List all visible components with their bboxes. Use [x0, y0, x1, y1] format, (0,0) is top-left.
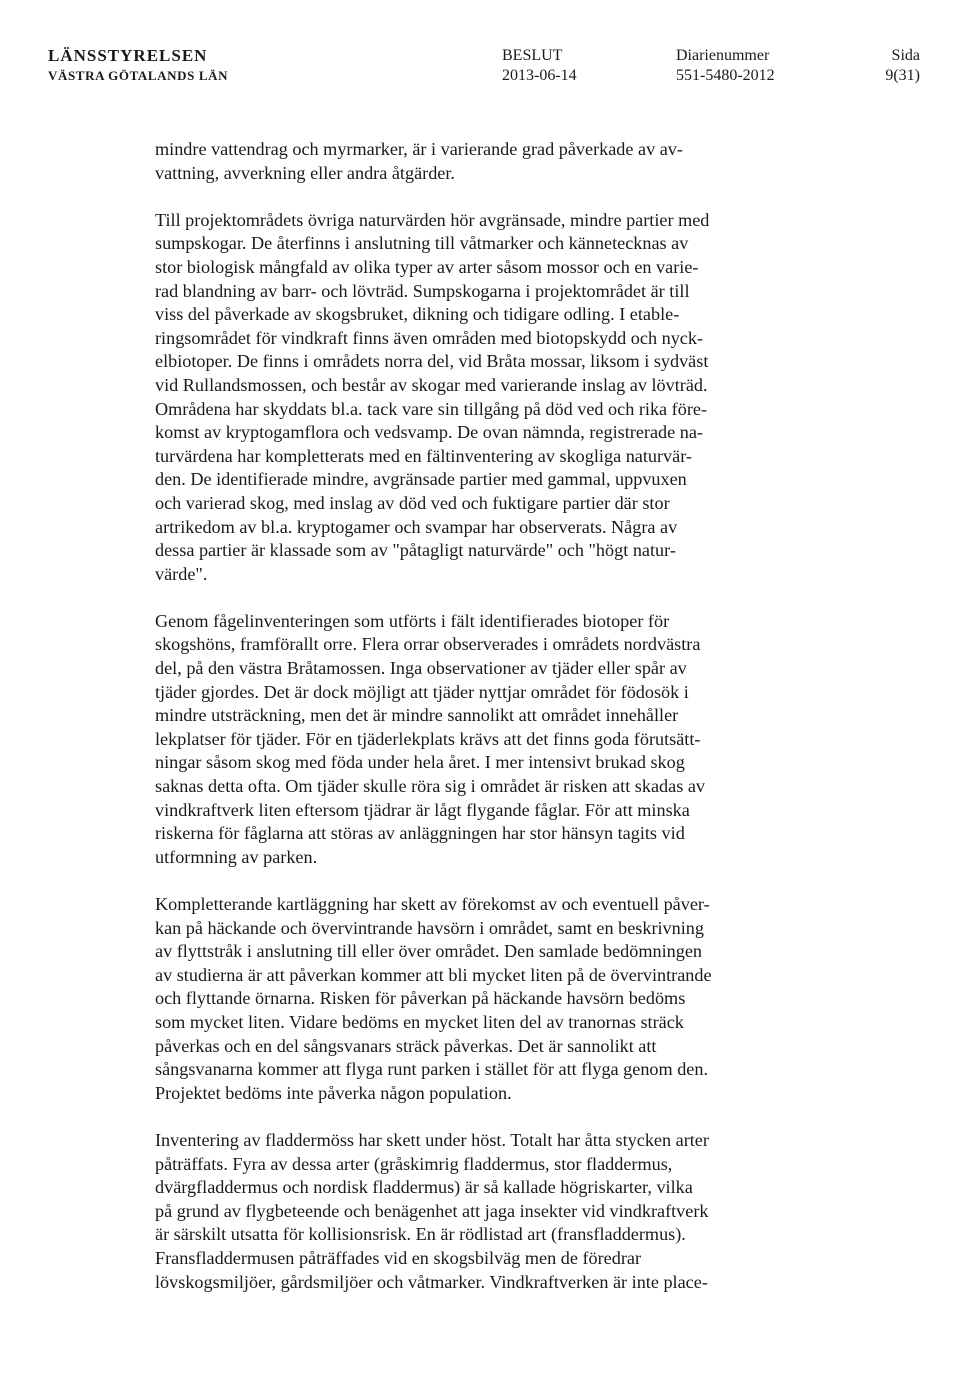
- text-line: dessa partier är klassade som av "påtagligt naturvärde" och "högt natur-: [155, 540, 676, 561]
- text-line: och varierad skog, med inslag av död ved och fuktigare partier där stor: [155, 492, 670, 513]
- text-line: på grund av flygbeteende och benägenhet att jaga insekter vid vindkraftverk: [155, 1200, 709, 1221]
- paragraph: [155, 1129, 795, 1294]
- header-document-info: [502, 46, 577, 86]
- text-line: lövskogsmiljöer, gårdsmiljöer och våtmarker. Vindkraftverken är inte place-: [155, 1271, 708, 1292]
- page-label: Sida: [891, 47, 920, 64]
- text-line: är särskilt utsatta för kollisionsrisk. En är rödlistad art (fransfladdermus).: [155, 1224, 686, 1245]
- text-line: tjäder gjordes. Det är dock möjligt att tjäder nyttjar området för födosök i: [155, 681, 689, 702]
- paragraph: [155, 610, 795, 870]
- text-line: Fransfladdermusen påträffades vid en skogsbilväg men de föredrar: [155, 1247, 642, 1268]
- paragraph: [155, 893, 795, 1105]
- text-line: som mycket liten. Vidare bedöms en mycket liten del av tranornas sträck: [155, 1011, 684, 1032]
- text-line: elbiotoper. De finns i områdets norra del, vid Bråta mossar, liksom i sydväst: [155, 351, 709, 372]
- text-line: vattning, avverkning eller andra åtgärder.: [155, 162, 455, 183]
- header-diarienummer: [676, 46, 775, 86]
- text-line: den. De identifierade mindre, avgränsade partier med gammal, uppvuxen: [155, 469, 687, 490]
- text-line: Projektet bedöms inte påverka någon population.: [155, 1082, 512, 1103]
- text-line: viss del påverkade av skogsbruket, dikning och tidigare odling. I etable-: [155, 304, 680, 325]
- text-line: påverkas och en del sångsvanars sträck påverkas. Det är sannolikt att: [155, 1035, 657, 1056]
- text-line: Inventering av fladdermöss har skett under höst. Totalt har åtta stycken arter: [155, 1129, 709, 1150]
- text-line: sångsvanarna kommer att flyga runt parken i stället för att flyga genom den.: [155, 1059, 709, 1080]
- text-line: komst av kryptogamflora och vedsvamp. De ovan nämnda, registrerade na-: [155, 422, 703, 443]
- text-line: mindre utsträckning, men det är mindre sannolikt att området innehåller: [155, 705, 679, 726]
- text-line: av flyttstråk i anslutning till eller över området. Den samlade bedömningen: [155, 941, 702, 962]
- text-line: Till projektområdets övriga naturvärden hör avgränsade, mindre partier med: [155, 209, 710, 230]
- page-number: 9(31): [885, 67, 920, 84]
- text-line: av studierna är att påverkan kommer att bli mycket liten på de övervintrande: [155, 964, 712, 985]
- header-page-number: [885, 46, 920, 86]
- text-line: riskerna för fåglarna att störas av anläggningen har stor hänsyn tagits vid: [155, 823, 685, 844]
- text-line: utformning av parken.: [155, 846, 318, 867]
- text-line: kan på häckande och övervintrande havsörn i området, samt en beskrivning: [155, 917, 704, 938]
- paragraph: [155, 209, 795, 587]
- text-line: vid Rullandsmossen, och består av skogar med varierande inslag av lövträd.: [155, 374, 708, 395]
- organization-county: VÄSTRA GÖTALANDS LÄN: [48, 68, 229, 83]
- diarienummer-label: Diarienummer: [676, 47, 770, 64]
- header-organization: [48, 46, 228, 86]
- text-line: ringsområdet för vindkraft finns även områden med biotopskydd och nyck-: [155, 327, 704, 348]
- text-line: turvärdena har kompletterats med en fältinventering av skogliga naturvär-: [155, 445, 692, 466]
- text-line: lekplatser för tjäder. För en tjäderlekplats krävs att det finns goda förutsätt-: [155, 728, 701, 749]
- document-date: 2013-06-14: [502, 67, 577, 84]
- document-type: BESLUT: [502, 47, 563, 64]
- text-line: värde".: [155, 563, 208, 584]
- text-line: sumpskogar. De återfinns i anslutning till våtmarker och kännetecknas av: [155, 233, 689, 254]
- document-body: [155, 138, 795, 1318]
- organization-name: LÄNSSTYRELSEN: [48, 46, 208, 65]
- text-line: vindkraftverk liten eftersom tjädrar är lågt flygande fåglar. För att minska: [155, 799, 690, 820]
- text-line: ningar såsom skog med föda under hela året. I mer intensivt brukad skog: [155, 752, 685, 773]
- text-line: mindre vattendrag och myrmarker, är i varierande grad påverkade av av-: [155, 139, 683, 159]
- diarienummer-value: 551-5480-2012: [676, 67, 775, 84]
- text-line: rad blandning av barr- och lövträd. Sumpskogarna i projektområdet är till: [155, 280, 690, 301]
- text-line: Områdena har skyddats bl.a. tack vare sin tillgång på död ved och rika före-: [155, 398, 708, 419]
- text-line: dvärgfladdermus och nordisk fladdermus) är så kallade högriskarter, vilka: [155, 1177, 693, 1198]
- text-line: saknas detta ofta. Om tjäder skulle röra sig i området är risken att skadas av: [155, 776, 705, 797]
- text-line: del, på den västra Bråtamossen. Inga observationer av tjäder eller spår av: [155, 658, 687, 679]
- text-line: påträffats. Fyra av dessa arter (gråskimrig fladdermus, stor fladdermus,: [155, 1153, 673, 1174]
- text-line: artrikedom av bl.a. kryptogamer och svampar har observerats. Några av: [155, 516, 678, 537]
- text-line: Kompletterande kartläggning har skett av förekomst av och eventuell påver-: [155, 894, 710, 914]
- paragraph: [155, 138, 795, 185]
- text-line: Genom fågelinventeringen som utförts i fält identifierades biotoper för: [155, 610, 670, 631]
- text-line: och flyttande örnarna. Risken för påverkan på häckande havsörn bedöms: [155, 988, 686, 1009]
- text-line: stor biologisk mångfald av olika typer av arter såsom mossor och en varie-: [155, 256, 699, 277]
- text-line: skogshöns, framförallt orre. Flera orrar observerades i områdets nordvästra: [155, 634, 701, 655]
